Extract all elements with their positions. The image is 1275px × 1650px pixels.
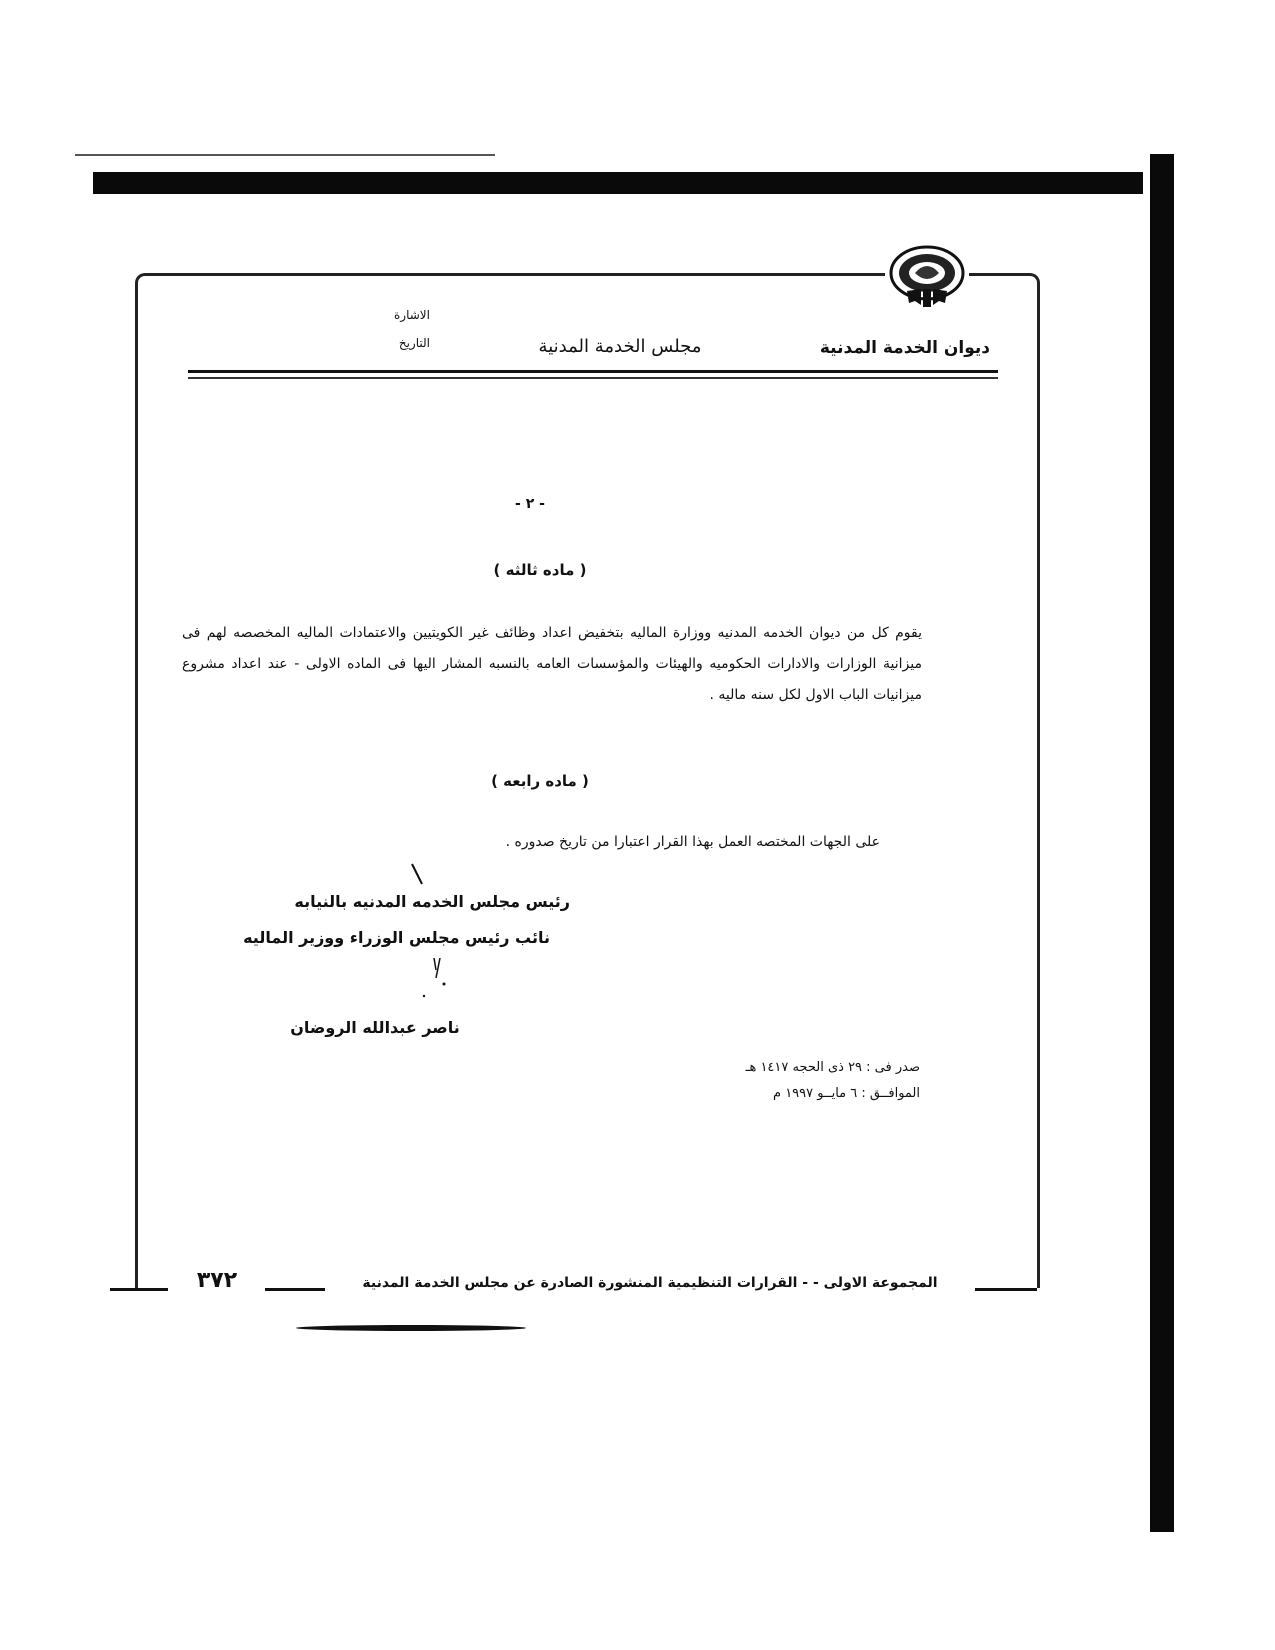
date-label: التاريخ [398,336,430,350]
signatory-name: ناصر عبدالله الروضان [290,1018,460,1037]
issued-date-hijri: صدر فى : ٢٩ ذى الحجه ١٤١٧ هـ [745,1060,920,1075]
handwritten-signature [400,862,480,1002]
signatory-title-2: نائب رئيس مجلس الوزراء ووزير الماليه [243,928,550,947]
footer-rule-right [975,1288,1037,1291]
document-page-number: - ٢ - [515,496,545,512]
right-black-bar [1150,154,1174,1532]
council-name: مجلس الخدمة المدنية [538,336,702,357]
issued-date-gregorian: الموافــق : ٦ مايــو ١٩٩٧ م [773,1086,920,1101]
state-emblem-icon [885,245,969,313]
bottom-scan-mark [296,1325,526,1331]
footer-collection-title: المجموعة الاولى - - القرارات التنظيمية المنشورة الصادرة عن مجلس الخدمة المدنية [362,1275,938,1291]
article-3-heading: ( ماده ثالثه ) [493,561,587,579]
article-4-heading: ( ماده رابعه ) [491,772,589,790]
signatory-title-1: رئيس مجلس الخدمه المدنيه بالنيابه [294,892,570,911]
article-3-text: يقوم كل من ديوان الخدمه المدنيه ووزارة الماليه بتخفيض اعداد وظائف غير الكويتيين والاعتمادات الماليه المخصصه لهم فى ميزانية الوزارات والادارات الحكوميه والهيئات والمؤسسات العامه بالنسبه المشار اليها فى الماده الاولى - عند اعداد مشروع ميزانيات الباب الاول لكل سنه ماليه . [182,625,922,703]
article-4-text: على الجهات المختصه العمل بهذا القرار اعتبارا من تاريخ صدوره . [505,834,880,850]
top-thin-rule [75,154,495,156]
footer-rule-middle [265,1288,325,1291]
footer-page-number: ٣٧٢ [196,1268,238,1293]
institution-name: ديوان الخدمة المدنية [819,338,990,358]
header-rule-secondary [188,377,998,379]
header-rule [188,370,998,373]
top-black-bar [93,172,1143,194]
footer-rule-left [110,1288,168,1291]
reference-label: الاشارة [394,308,430,322]
